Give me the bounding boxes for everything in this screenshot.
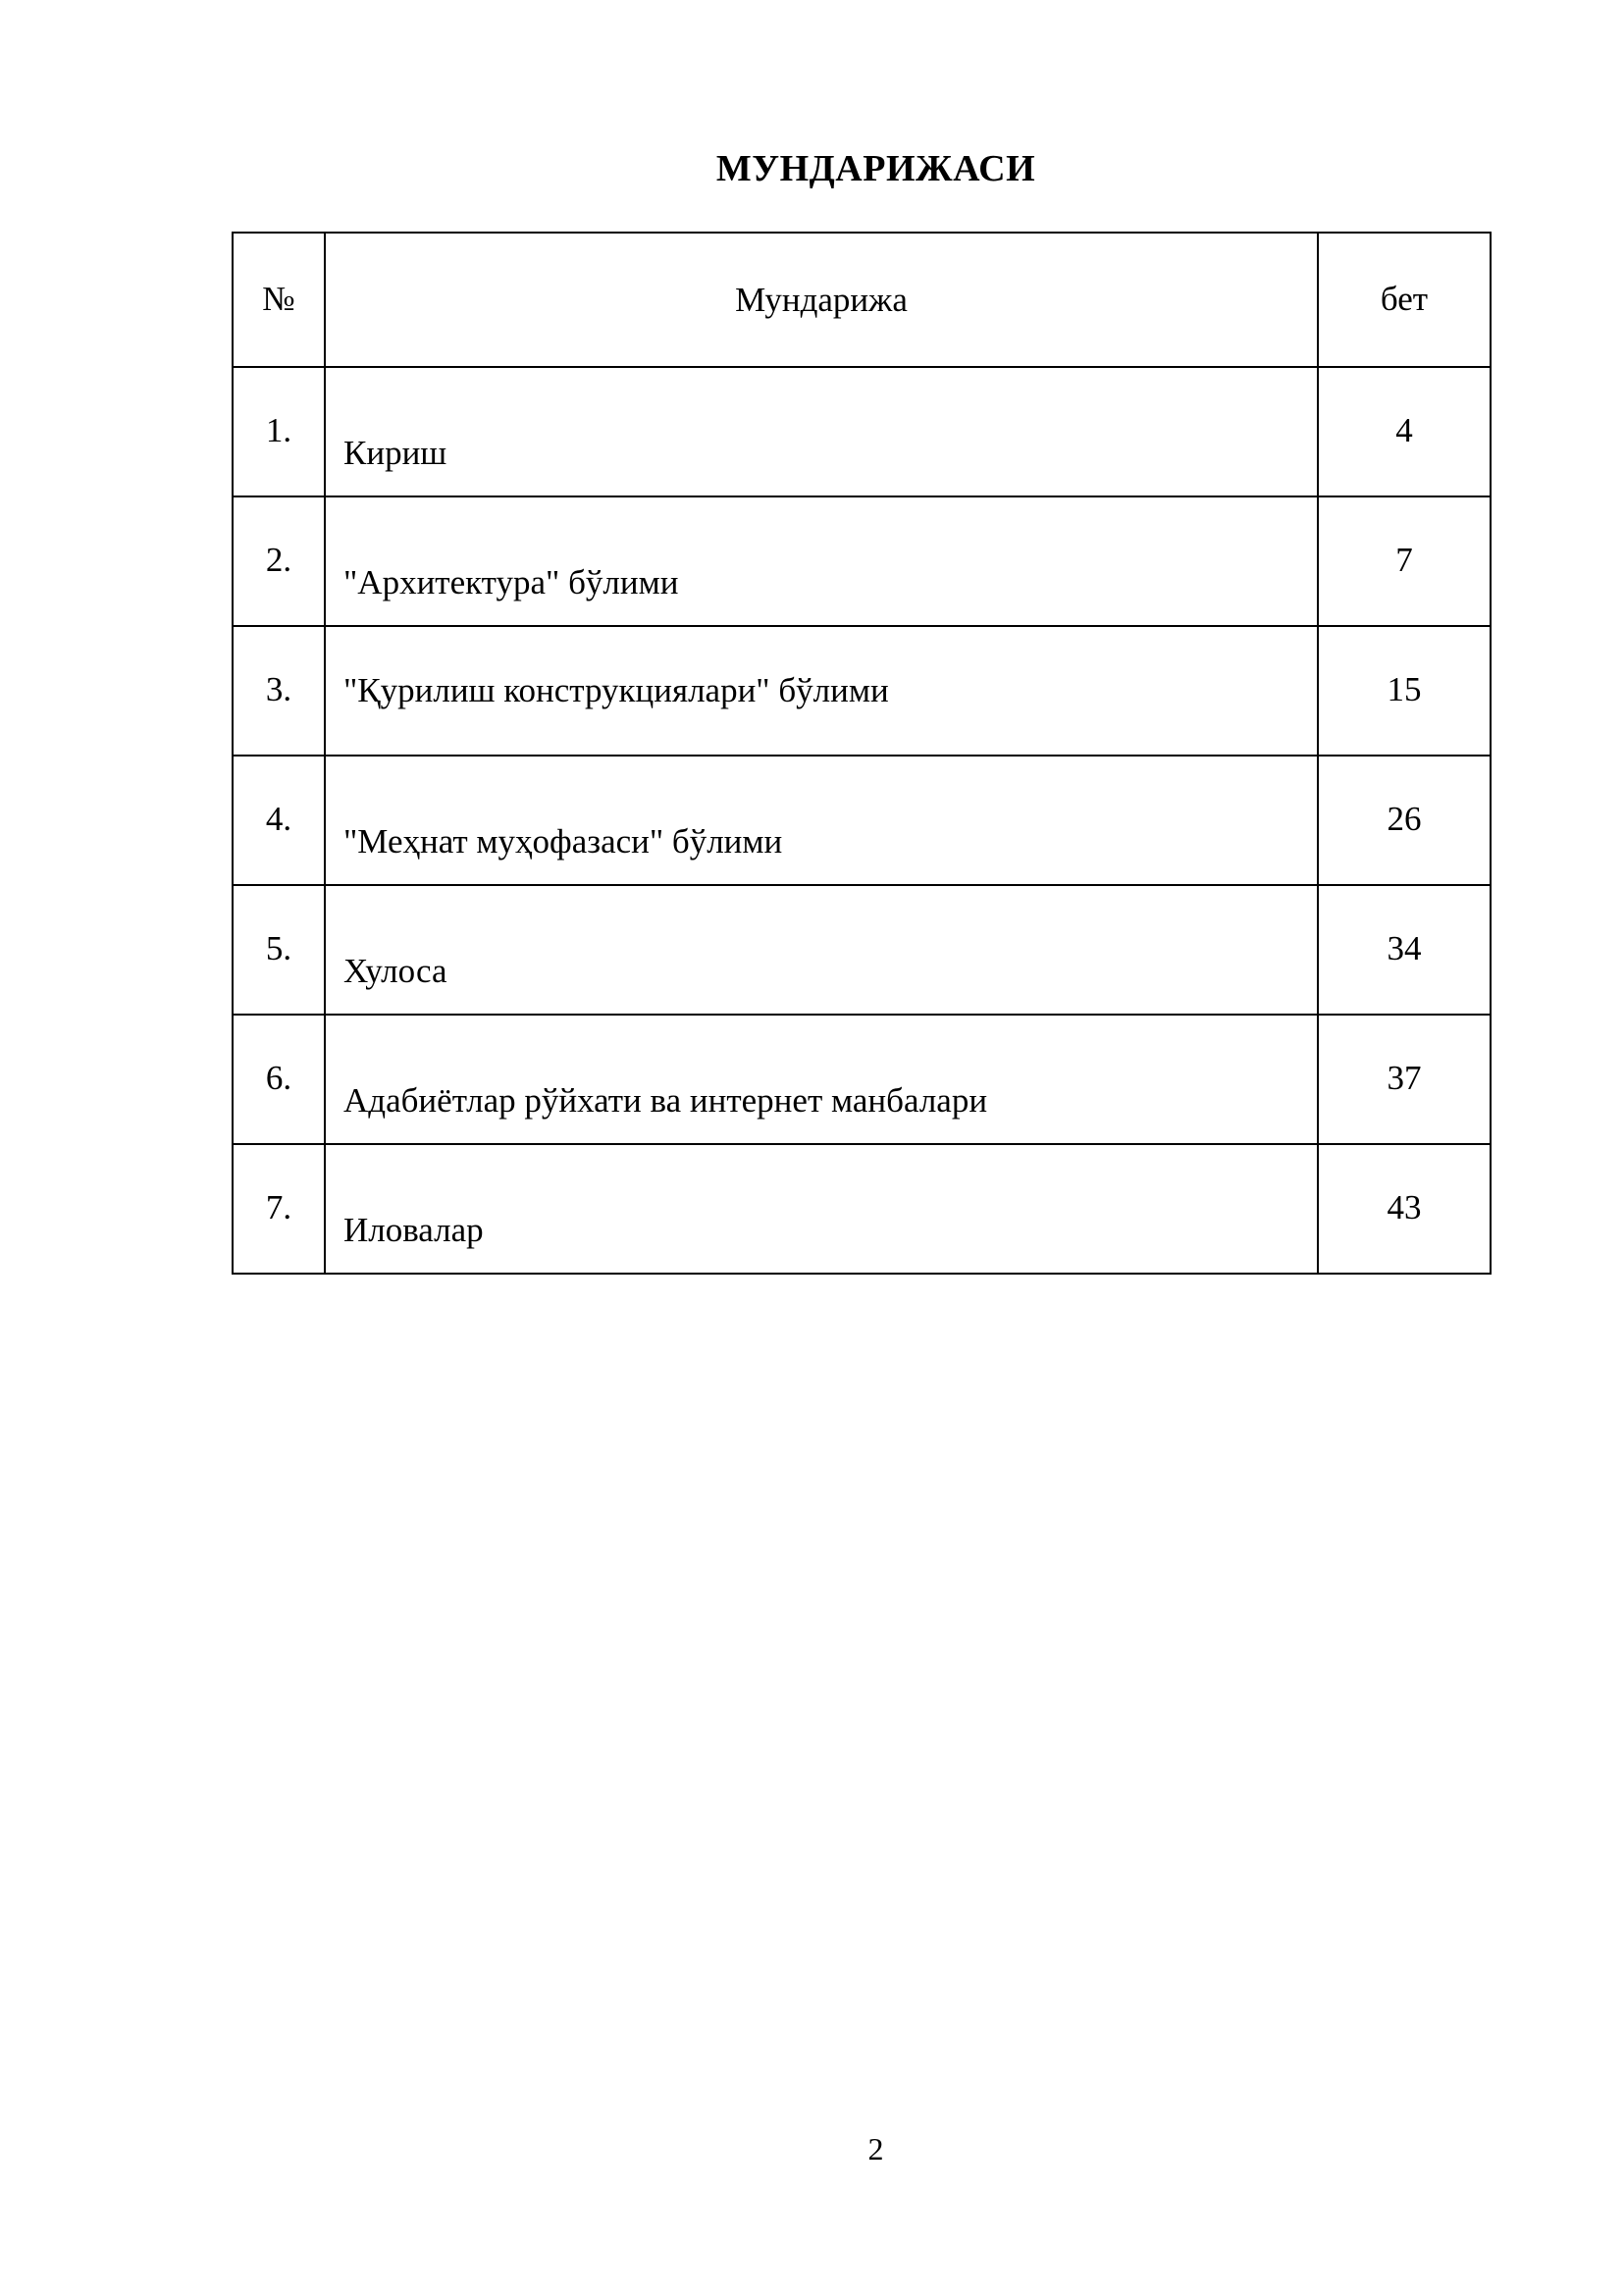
row-page: 43 (1387, 1188, 1422, 1226)
row-number-cell (233, 885, 325, 1015)
header-title-cell (325, 233, 1318, 367)
header-title-label: Мундарижа (735, 280, 908, 319)
table-of-contents (232, 232, 1492, 1275)
row-number: 2. (265, 541, 292, 579)
row-title: Кириш (343, 434, 447, 472)
row-number-cell (233, 496, 325, 626)
row-page: 7 (1395, 541, 1413, 579)
row-number-cell (233, 1015, 325, 1144)
row-title-cell (325, 1015, 1318, 1144)
page-number: 2 (867, 2131, 884, 2166)
row-title-cell (325, 367, 1318, 496)
header-number-label: № (262, 279, 295, 318)
row-number: 6. (265, 1059, 292, 1097)
row-page-cell (1318, 1015, 1491, 1144)
row-number: 1. (265, 411, 292, 449)
row-page-cell (1318, 496, 1491, 626)
row-page: 37 (1387, 1059, 1422, 1097)
table-row (233, 885, 1491, 1015)
table-row (233, 1015, 1491, 1144)
row-page-cell (1318, 756, 1491, 885)
row-page: 26 (1387, 800, 1422, 838)
table-row (233, 626, 1491, 756)
row-title: "Меҳнат муҳофазаси" бўлими (343, 822, 783, 861)
row-number: 3. (265, 670, 292, 708)
row-page-cell (1318, 1144, 1491, 1274)
row-number-cell (233, 1144, 325, 1274)
row-number-cell (233, 367, 325, 496)
row-title-cell (325, 496, 1318, 626)
header-page-cell (1318, 233, 1491, 367)
header-number-cell (233, 233, 325, 367)
header-page-label: бет (1380, 279, 1429, 318)
row-number: 5. (265, 929, 292, 967)
row-number-cell (233, 626, 325, 756)
page-title: МУНДАРИЖАСИ (715, 148, 1036, 189)
row-title: Адабиётлар рўйхати ва интернет манбалари (343, 1081, 988, 1120)
row-page: 34 (1387, 929, 1422, 967)
table-header-row (233, 233, 1491, 367)
row-page: 15 (1387, 670, 1422, 708)
row-title: Иловалар (343, 1211, 484, 1249)
table-row (233, 367, 1491, 496)
row-title-cell (325, 756, 1318, 885)
table-row (233, 1144, 1491, 1274)
row-number: 7. (265, 1188, 292, 1226)
row-page: 4 (1395, 411, 1413, 449)
row-title-cell (325, 1144, 1318, 1274)
row-title-cell (325, 885, 1318, 1015)
row-page-cell (1318, 885, 1491, 1015)
row-number-cell (233, 756, 325, 885)
row-title-cell (325, 626, 1318, 756)
row-page-cell (1318, 367, 1491, 496)
row-number: 4. (265, 800, 292, 838)
row-title: Хулоса (343, 952, 447, 990)
table-row (233, 756, 1491, 885)
row-title: "Архитектура" бўлими (343, 563, 679, 601)
row-title: "Қурилиш конструкциялари" бўлими (343, 671, 889, 709)
table-row (233, 496, 1491, 626)
row-page-cell (1318, 626, 1491, 756)
